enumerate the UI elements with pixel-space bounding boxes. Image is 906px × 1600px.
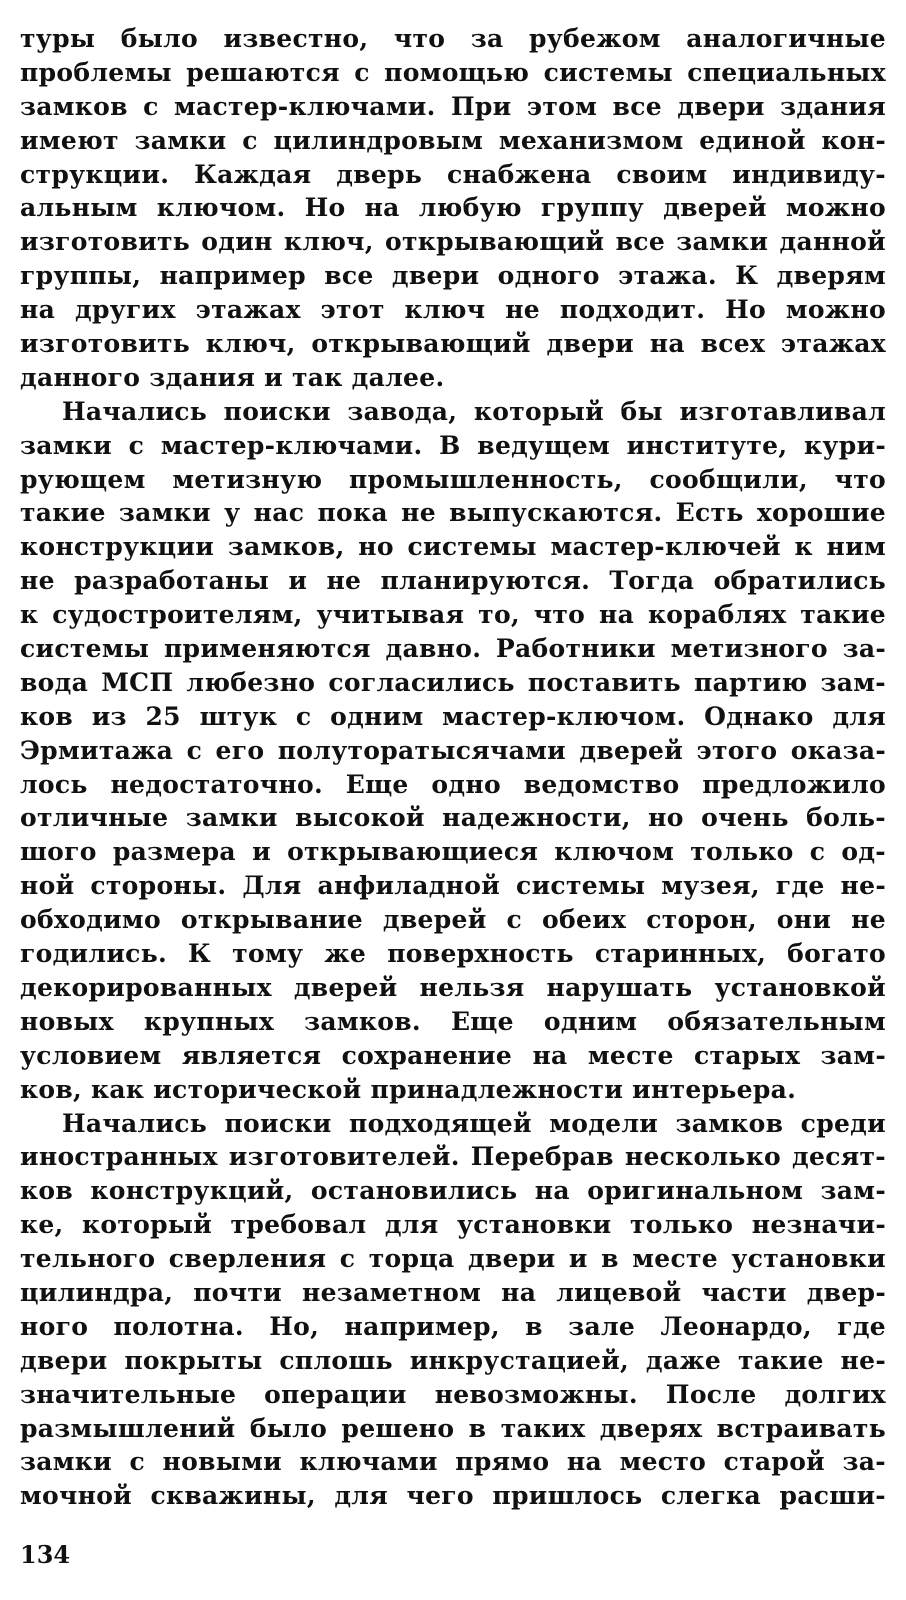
text-line: размышлений было решено в таких дверях встраивать: [20, 1413, 886, 1443]
paragraph: [20, 395, 886, 1107]
text-line: рующем метизную промышленность, сообщили, что: [20, 464, 886, 494]
text-line: Начались поиски завода, который бы изготавливал: [62, 396, 886, 426]
paragraph: [20, 1107, 886, 1514]
text-line: ков из 25 штук с одним мастер-ключом. Однако для: [20, 701, 886, 731]
text-line: мочной скважины, для чего пришлось слегка расши-: [20, 1481, 886, 1511]
text-line: значительные операции невозможны. После долгих: [20, 1379, 886, 1409]
text-line: отличные замки высокой надежности, но очень боль-: [20, 803, 886, 833]
text-line: изготовить один ключ, открывающий все замки данной: [20, 227, 886, 257]
body-text: [20, 22, 886, 1513]
text-line: ке, который требовал для установки только незначи-: [20, 1210, 886, 1240]
text-line: тельного сверления с торца двери и в месте установки: [20, 1244, 886, 1274]
text-line: лось недостаточно. Еще одно ведомство предложило: [20, 769, 886, 799]
paragraph: [20, 22, 886, 395]
text-line: конструкции замков, но системы мастер-ключей к ним: [20, 532, 886, 562]
text-line: туры было известно, что за рубежом аналогичные: [20, 24, 886, 53]
text-line: проблемы решаются с помощью системы специальных: [20, 57, 886, 87]
page-number: 134: [20, 1540, 71, 1569]
text-line: годились. К тому же поверхность старинных, богато: [20, 939, 886, 969]
text-line: струкции. Каждая дверь снабжена своим индивиду-: [20, 159, 886, 189]
text-line: декорированных дверей нельзя нарушать установкой: [20, 972, 886, 1002]
text-line: не разработаны и не планируются. Тогда обратились: [20, 566, 886, 596]
text-line: ной стороны. Для анфиладной системы музея, где не-: [20, 871, 886, 901]
text-line: ков, как исторической принадлежности интерьера.: [20, 1074, 797, 1104]
text-line: ного полотна. Но, например, в зале Леонардо, где: [20, 1311, 886, 1341]
text-line: Начались поиски подходящей модели замков среди: [62, 1108, 886, 1138]
text-line: изготовить ключ, открывающий двери на всех этажах: [20, 329, 886, 359]
text-line: замков с мастер-ключами. При этом все двери здания: [20, 91, 886, 121]
text-line: такие замки у нас пока не выпускаются. Есть хорошие: [20, 498, 886, 528]
text-line: шого размера и открывающиеся ключом только с од-: [20, 837, 886, 867]
text-line: вода МСП любезно согласились поставить партию зам-: [20, 667, 886, 697]
text-line: двери покрыты сплошь инкрустацией, даже такие не-: [20, 1345, 886, 1375]
text-line: замки с мастер-ключами. В ведущем институте, кури-: [20, 430, 886, 460]
text-line: системы применяются давно. Работники метизного за-: [20, 634, 886, 664]
text-line: ков конструкций, остановились на оригинальном зам-: [20, 1176, 886, 1206]
text-line: новых крупных замков. Еще одним обязательным: [20, 1006, 886, 1036]
text-line: альным ключом. Но на любую группу дверей можно: [20, 193, 886, 223]
text-line: группы, например все двери одного этажа. К дверям: [20, 261, 886, 291]
text-line: условием является сохранение на месте старых зам-: [20, 1040, 886, 1070]
text-line: данного здания и так далее.: [20, 362, 445, 392]
text-line: Эрмитажа с его полуторатысячами дверей этого оказа-: [20, 735, 886, 765]
text-line: иностранных изготовителей. Перебрав несколько десят-: [20, 1142, 886, 1172]
text-line: на других этажах этот ключ не подходит. Но можно: [20, 295, 886, 325]
text-line: имеют замки с цилиндровым механизмом единой кон-: [20, 125, 886, 155]
text-line: замки с новыми ключами прямо на место старой за-: [20, 1447, 886, 1477]
text-line: обходимо открывание дверей с обеих сторон, они не: [20, 905, 886, 935]
text-line: цилиндра, почти незаметном на лицевой части двер-: [20, 1277, 886, 1307]
text-line: к судостроителям, учитывая то, что на кораблях такие: [20, 600, 886, 630]
